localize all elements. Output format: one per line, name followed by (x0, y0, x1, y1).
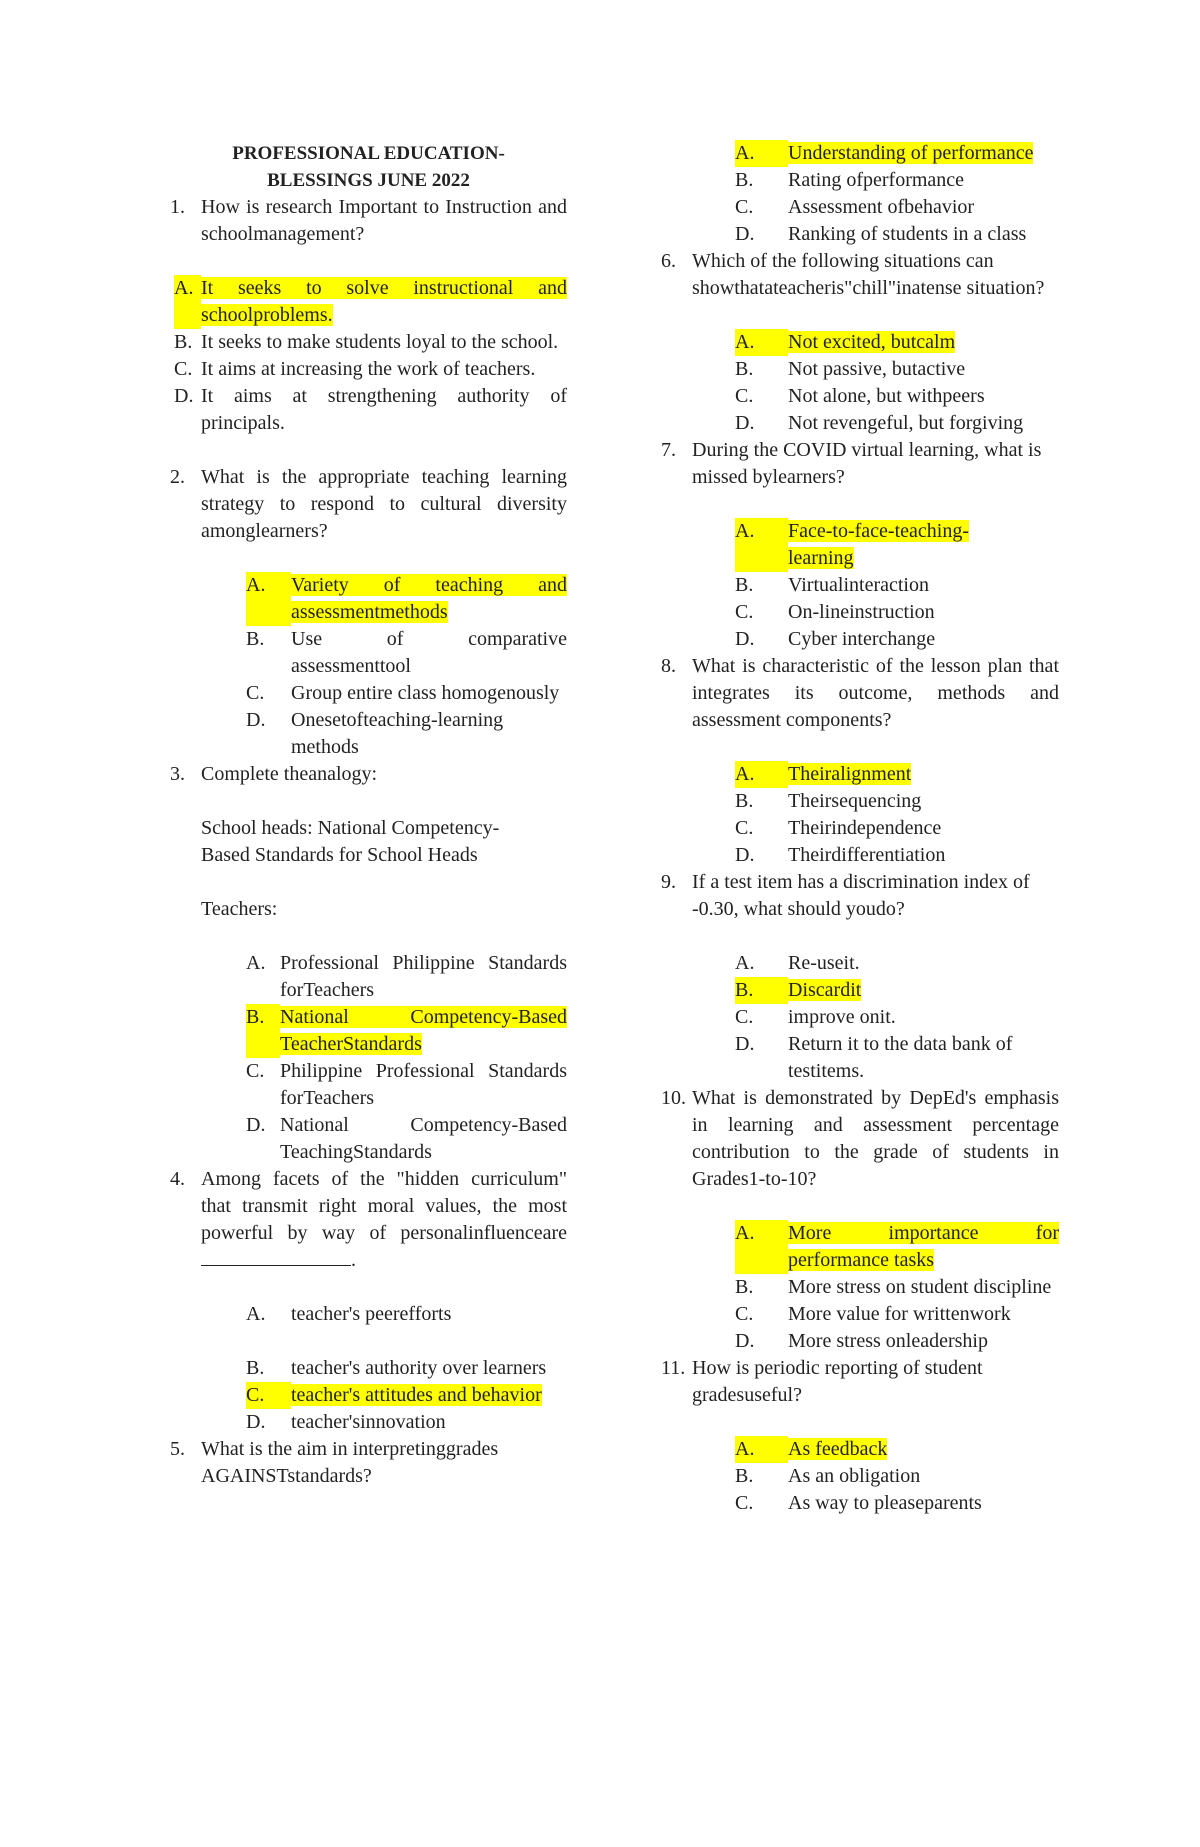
question-number: 9. (661, 871, 676, 893)
question-7-options (735, 518, 1059, 653)
option-letter: A. (735, 1220, 788, 1274)
option-letter: D. (735, 628, 755, 650)
answer-option[interactable] (735, 221, 1059, 248)
option-letter: C. (246, 1382, 291, 1409)
answer-option[interactable] (246, 1058, 567, 1112)
question-5 (170, 1436, 567, 1490)
answer-option[interactable] (246, 1409, 567, 1436)
option-text: teacher'sinnovation (291, 1411, 446, 1433)
option-letter: B. (735, 1465, 754, 1487)
question-text: During the COVID virtual learning, what is missed bylearners? (692, 439, 1042, 488)
question-text: How is research Important to Instruction and schoolmanagement? (201, 196, 567, 245)
answer-option[interactable] (735, 1031, 1059, 1085)
option-text: Return it to the data bank of testitems. (788, 1033, 1013, 1082)
option-letter: C. (735, 601, 754, 623)
answer-option[interactable] (735, 1463, 1059, 1490)
question-2-options (246, 572, 567, 761)
option-letter: A. (735, 952, 755, 974)
option-letter: B. (735, 169, 754, 191)
option-text: Understanding of performance (788, 142, 1034, 164)
option-text: Theirdifferentiation (788, 844, 946, 866)
question-text: How is periodic reporting of student gradesuseful? (692, 1357, 983, 1406)
answer-option[interactable] (735, 788, 1059, 815)
question-1 (170, 194, 567, 248)
option-text: Re-useit. (788, 952, 860, 974)
option-letter: C. (735, 1492, 754, 1514)
question-2 (170, 464, 567, 545)
option-text: Not passive, butactive (788, 358, 966, 380)
question-10 (661, 1085, 1059, 1193)
option-text: It aims at strengthening authority of principals. (201, 385, 567, 434)
option-text: More value for writtenwork (788, 1303, 1011, 1325)
option-text: Philippine Professional Standards forTeachers (280, 1060, 567, 1109)
answer-option[interactable] (174, 275, 567, 329)
option-letter: A. (735, 140, 788, 167)
answer-option[interactable] (246, 572, 567, 626)
option-text: Rating ofperformance (788, 169, 965, 191)
answer-option[interactable] (246, 1382, 567, 1409)
option-text: Theiralignment (788, 763, 912, 785)
question-number: 5. (170, 1438, 185, 1460)
option-letter: D. (735, 1330, 755, 1352)
option-text: Not alone, but withpeers (788, 385, 985, 407)
option-text: Onesetofteaching-learning methods (291, 709, 504, 758)
answer-option[interactable] (735, 167, 1059, 194)
question-text: What is demonstrated by DepEd's emphasis in learning and assessment percentage contribution to the grade of students in Grades1-to-10? (692, 1087, 1059, 1190)
answer-option[interactable] (246, 707, 567, 761)
option-text: Theirsequencing (788, 790, 922, 812)
question-text: Complete theanalogy: (201, 763, 378, 785)
option-letter: C. (246, 1060, 265, 1082)
option-letter: D. (174, 385, 194, 407)
question-6 (661, 248, 1059, 302)
answer-option[interactable] (735, 140, 1059, 167)
answer-option[interactable] (735, 599, 1059, 626)
option-letter: C. (735, 1006, 754, 1028)
option-text: Not excited, butcalm (788, 331, 956, 353)
option-letter: A. (246, 572, 291, 626)
option-text: Ranking of students in a class (788, 223, 1027, 245)
option-text: teacher's peerefforts (291, 1303, 452, 1325)
question-5-options (735, 140, 1059, 248)
analogy-prompt: Teachers: (201, 898, 278, 920)
option-text: As way to pleaseparents (788, 1492, 982, 1514)
option-letter: B. (246, 1004, 280, 1058)
left-column (170, 140, 567, 1490)
option-letter: A. (174, 275, 201, 329)
option-text: teacher's attitudes and behavior (291, 1384, 542, 1406)
answer-option[interactable] (735, 329, 1059, 356)
analogy-premise: School heads: National Competency-Based Standards for School Heads (201, 817, 500, 866)
option-text: Assessment ofbehavior (788, 196, 975, 218)
answer-option[interactable] (735, 1220, 1059, 1274)
option-letter: D. (735, 412, 755, 434)
option-text: Group entire class homogenously (291, 682, 560, 704)
option-letter: A. (246, 952, 266, 974)
option-letter: D. (246, 1114, 266, 1136)
question-text: What is the aim in interpretinggrades AGAINSTstandards? (201, 1438, 499, 1487)
option-text: Professional Philippine Standards forTeachers (280, 952, 567, 1001)
question-number: 1. (170, 196, 185, 218)
option-text: Virtualinteraction (788, 574, 929, 596)
page-title: PROFESSIONAL EDUCATION- BLESSINGS JUNE 2022 (232, 143, 505, 191)
answer-option[interactable] (246, 1301, 567, 1328)
option-letter: D. (246, 709, 266, 731)
question-number: 3. (170, 763, 185, 785)
answer-option[interactable] (246, 1004, 567, 1058)
option-letter: D. (246, 1411, 266, 1433)
question-1-options (174, 275, 567, 437)
option-letter: B. (735, 574, 754, 596)
option-text: National Competency-Based TeachingStandards (280, 1114, 567, 1163)
answer-option[interactable] (174, 356, 567, 383)
option-letter: B. (246, 628, 265, 650)
option-text: Face-to-face-teaching-learning (788, 520, 969, 569)
option-letter: C. (735, 385, 754, 407)
option-letter: C. (246, 682, 265, 704)
answer-option[interactable] (735, 518, 1059, 572)
option-text: Discardit (788, 979, 862, 1001)
question-9-options (735, 950, 1059, 1085)
question-4: 4. Among facets of the "hidden curriculum" that transmit right moral values, the most powerful by way of personalinfluenceare. (170, 1166, 567, 1274)
option-letter: B. (174, 331, 193, 353)
question-6-options (735, 329, 1059, 437)
option-letter: D. (735, 223, 755, 245)
answer-option[interactable] (735, 950, 1059, 977)
option-text: It seeks to make students loyal to the school. (201, 331, 559, 353)
option-text: National Competency-Based TeacherStandards (280, 1006, 567, 1055)
answer-option[interactable] (246, 1355, 567, 1382)
question-number: 6. (661, 250, 676, 272)
question-number: 11. (661, 1357, 686, 1379)
question-text: Which of the following situations can showthatateacheris"chill"inatense situation? (692, 250, 1045, 299)
answer-option[interactable] (174, 329, 567, 356)
question-number: 2. (170, 466, 185, 488)
option-letter: C. (735, 1303, 754, 1325)
option-text: More stress onleadership (788, 1330, 988, 1352)
option-letter: D. (735, 844, 755, 866)
option-text: Theirindependence (788, 817, 942, 839)
fill-in-blank (201, 1247, 351, 1266)
option-letter: C. (735, 817, 754, 839)
option-letter: A. (735, 1436, 788, 1463)
question-8 (661, 653, 1059, 734)
option-letter: C. (174, 358, 193, 380)
answer-option[interactable] (735, 1328, 1059, 1355)
option-text: As feedback (788, 1438, 888, 1460)
answer-option[interactable] (735, 1301, 1059, 1328)
answer-option[interactable] (735, 194, 1059, 221)
answer-option[interactable] (735, 383, 1059, 410)
answer-option[interactable] (735, 572, 1059, 599)
answer-option[interactable] (735, 356, 1059, 383)
question-11 (661, 1355, 1059, 1409)
question-number: 8. (661, 655, 676, 677)
question-9 (661, 869, 1059, 923)
answer-option[interactable] (735, 977, 1059, 1004)
option-letter: A. (735, 518, 788, 572)
option-text: Cyber interchange (788, 628, 936, 650)
answer-option[interactable] (735, 1490, 1059, 1517)
option-text: More stress on student discipline (788, 1276, 1052, 1298)
option-text: It aims at increasing the work of teachers. (201, 358, 536, 380)
right-column (661, 140, 1059, 1517)
answer-option[interactable] (246, 680, 567, 707)
option-letter: A. (735, 761, 788, 788)
answer-option[interactable] (246, 950, 567, 1004)
option-text: More importance for performance tasks (788, 1222, 1059, 1271)
option-text: teacher's authority over learners (291, 1357, 547, 1379)
option-text: Variety of teaching and assessmentmethods (291, 574, 567, 623)
question-text: What is the appropriate teaching learning strategy to respond to cultural diversity amonglearners? (201, 466, 567, 542)
question-3-options (246, 950, 567, 1166)
question-7 (661, 437, 1059, 491)
option-text: Not revengeful, but forgiving (788, 412, 1024, 434)
answer-option[interactable] (735, 842, 1059, 869)
option-text: Use of comparative assessmenttool (291, 628, 567, 677)
option-letter: B. (735, 790, 754, 812)
option-letter: A. (735, 329, 788, 356)
question-4-options (246, 1301, 567, 1436)
option-letter: B. (735, 358, 754, 380)
option-letter: B. (246, 1357, 265, 1379)
answer-option[interactable] (735, 1004, 1059, 1031)
question-3 (170, 761, 567, 788)
answer-option[interactable] (174, 383, 567, 437)
question-8-options (735, 761, 1059, 869)
option-text: On-lineinstruction (788, 601, 935, 623)
question-10-options (735, 1220, 1059, 1355)
answer-option[interactable] (735, 1436, 1059, 1463)
question-number: 4. (170, 1168, 185, 1190)
question-number: 7. (661, 439, 676, 461)
option-letter: A. (246, 1303, 266, 1325)
question-text: What is characteristic of the lesson plan that integrates its outcome, methods and assessment components? (692, 655, 1059, 731)
question-text: If a test item has a discrimination index of -0.30, what should youdo? (692, 871, 1030, 920)
question-11-options (735, 1436, 1059, 1517)
answer-option[interactable] (735, 626, 1059, 653)
option-text: It seeks to solve instructional and schoolproblems. (201, 277, 567, 326)
option-letter: D. (735, 1033, 755, 1055)
answer-option[interactable] (735, 410, 1059, 437)
answer-option[interactable] (735, 761, 1059, 788)
option-letter: B. (735, 977, 788, 1004)
option-letter: C. (735, 196, 754, 218)
option-text: As an obligation (788, 1465, 921, 1487)
option-letter: B. (735, 1276, 754, 1298)
question-text: Among facets of the "hidden curriculum" that transmit right moral values, the most powerful by way of personalinfluenceare (201, 1168, 567, 1244)
answer-option[interactable] (735, 815, 1059, 842)
option-text: improve onit. (788, 1006, 896, 1028)
answer-option[interactable] (246, 1112, 567, 1166)
answer-option[interactable] (246, 626, 567, 680)
answer-option[interactable] (735, 1274, 1059, 1301)
question-number: 10. (661, 1087, 686, 1109)
